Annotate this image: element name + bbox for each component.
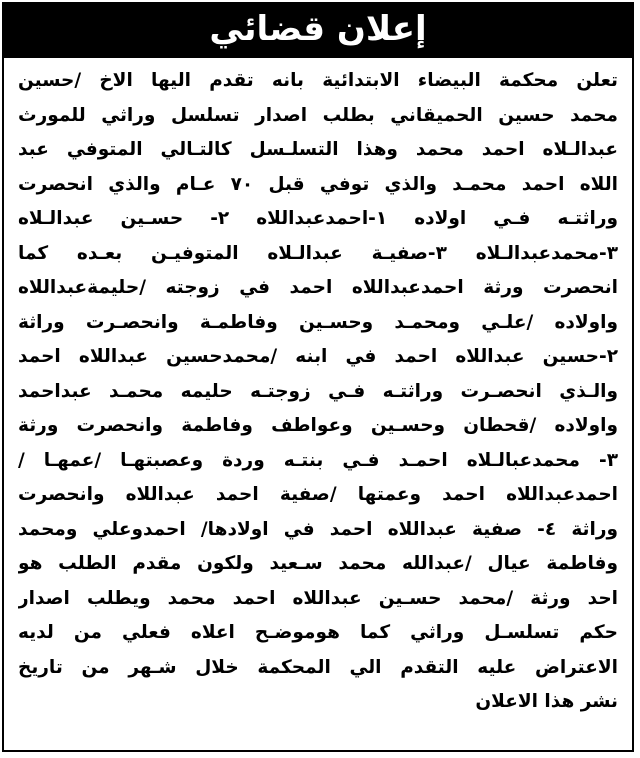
notice-title: إعلان قضائي [209, 9, 427, 49]
notice-line: وفاطمة عيال /عبدالله محمد سـعيد ولكون مقدم الطلب هو [18, 553, 618, 574]
notice-line: حكم تسلسـل وراثي كما هوموضـح اعلاه فعلي من لديه [18, 622, 618, 643]
notice-line: اللاه احمد محمـد والذي توفي قبل ٧٠ عـام والذي انحصرت [18, 173, 618, 195]
notice-header [4, 4, 632, 58]
notice-line: احد ورثة /محمد حسـين عبداللاه احمد محمد ويطلب اصدار [18, 587, 618, 609]
notice-line: وراثتـه فـي اولاده ١-احمدعبداللاه ٢- حسـين عبدالـلاه [18, 208, 618, 229]
notice-line: ٢-حسين عبداللاه احمد في ابنه /محمدحسين عبداللاه احمد [18, 346, 618, 367]
notice-line: وراثة ٤- صفية عبداللاه احمد في اولادها/ احمدوعلي ومحمد [18, 518, 618, 540]
notice-line-last: نشر هذا الاعلان [475, 691, 618, 712]
notice-line: واولاده /علـي ومحمـد وحسـين وفاطمـة وانحصـرت وراثة [18, 311, 618, 333]
notice-line: والـذي انحصـرت وراثتـه فـي زوجتـه حليمه محمـد عبداحمد [18, 380, 618, 402]
judicial-notice [2, 2, 634, 752]
notice-line: محمد حسين الحميقاني بطلب اصدار تسلسل وراثي للمورث [18, 104, 618, 126]
notice-line: عبدالـلاه احمد محمد وهذا التسلـسل كالتـالي المتوفي عبد [18, 139, 618, 160]
notice-line: تعلن محكمة البيضاء الابتدائية بانه تقدم اليها الاخ /حسين [18, 70, 618, 91]
notice-line: الاعتراض عليه التقدم الي المحكمة خلال شـهر من تاريخ [18, 656, 618, 678]
notice-line: ٣-محمدعبدالـلاه ٣-صفيـة عبدالـلاه المتوفيـن بعـده كما [18, 242, 618, 264]
notice-line: انحصرت ورثة احمدعبداللاه احمد في زوجته /حليمةعبداللاه [18, 277, 618, 298]
notice-line: ٣- محمدعبالـلاه احمـد فـي بنتـه وردة وعصبتهـا /عمهـا / [18, 449, 618, 471]
notice-line: احمدعبداللاه احمد وعمتها /صفية احمد عبداللاه وانحصرت [18, 484, 618, 505]
notice-line: واولاده /قحطان وحسـين وعواطف وفاطمة وانحصرت ورثة [18, 415, 618, 436]
notice-body [18, 64, 618, 744]
